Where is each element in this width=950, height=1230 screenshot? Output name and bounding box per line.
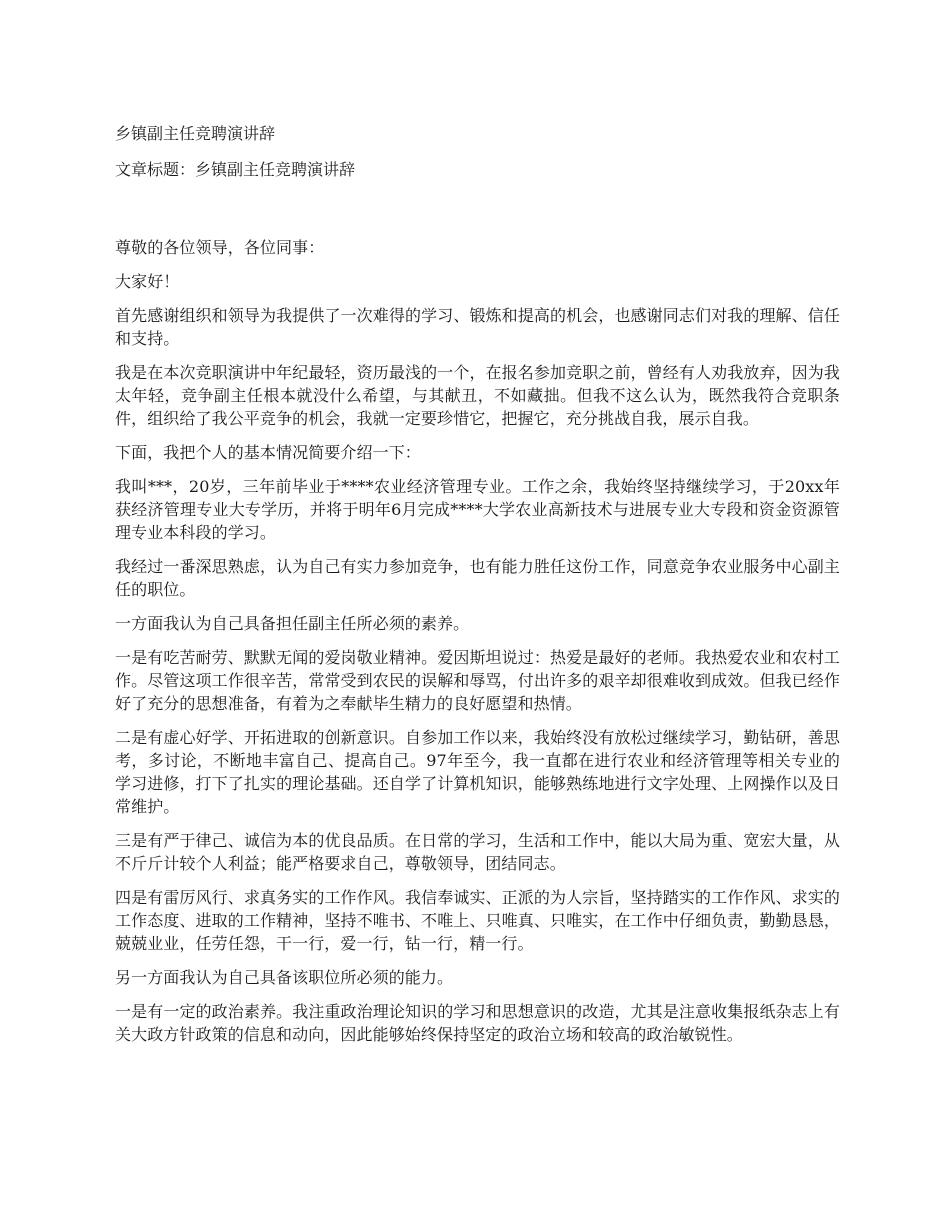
paragraph: 一方面我认为自己具备担任副主任所必须的素养。 [115,614,470,633]
paragraph: 二是有虚心好学、开拓进取的创新意识。自参加工作以来，我始终没有放松过继续学习，勤钻研，善思考，多讨论，不断地丰富自己、提高自己。97年至今，我一直都在进行农业和经济管理等相关专业的学习进修，打下了扎实的理论基础。还自学了计算机知识，能够熟练地进行文字处理、上网操作以及日常维护。 [115,728,840,816]
paragraph: 我是在本次竞职演讲中年纪最轻，资历最浅的一个，在报名参加竞职之前，曾经有人劝我放弃，因为我太年轻，竞争副主任根本就没什么希望，与其献丑，不如藏拙。但我不这么认为，既然我符合竞职条件，组织给了我公平竞争的机会，我就一定要珍惜它，把握它，充分挑战自我，展示自我。 [115,363,840,428]
paragraph: 首先感谢组织和领导为我提供了一次难得的学习、锻炼和提高的机会，也感谢同志们对我的理解、信任和支持。 [115,306,840,348]
paragraph: 一是有一定的政治素养。我注重政治理论知识的学习和思想意识的改造，尤其是注意收集报纸杂志上有关大政方针政策的信息和动向，因此能够始终保持坚定的政治立场和较高的政治敏锐性。 [115,1002,840,1044]
paragraph: 大家好！ [115,272,180,291]
document-title: 乡镇副主任竞聘演讲辞 [115,124,276,143]
document-body [115,122,840,1057]
paragraph: 三是有严于律己、诚信为本的优良品质。在日常的学习，生活和工作中，能以大局为重、宽宏大量，从不斤斤计较个人利益；能严格要求自己，尊敬领导，团结同志。 [115,831,840,873]
document-subtitle: 文章标题：乡镇副主任竞聘演讲辞 [115,160,356,179]
paragraph: 四是有雷厉风行、求真务实的工作作风。我信奉诚实、正派的为人宗旨，坚持踏实的工作作风、求实的工作态度、进取的工作精神，坚持不唯书、不唯上、只唯真、只唯实，在工作中仔细负责，勤勤恳恳，兢兢业业，任劳任怨，干一行，爱一行，钻一行，精一行。 [115,888,840,953]
paragraph: 另一方面我认为自己具备该职位所必须的能力。 [115,968,454,987]
paragraph: 我叫***，20岁，三年前毕业于****农业经济管理专业。工作之余，我始终坚持继续学习，于20xx年获经济管理专业大专学历，并将于明年6月完成****大学农业高新技术与进展专业大专段和资金资源管理专业本科段的学习。 [115,477,840,542]
paragraph: 一是有吃苦耐劳、默默无闻的爱岗敬业精神。爱因斯坦说过：热爱是最好的老师。我热爱农业和农村工作。尽管这项工作很辛苦，常常受到农民的误解和辱骂，付出许多的艰辛却很难收到成效。但我已经作好了充分的思想准备，有着为之奉献毕生精力的良好愿望和热情。 [115,648,840,713]
paragraph: 下面，我把个人的基本情况简要介绍一下： [115,443,421,462]
paragraph: 尊敬的各位领导，各位同事： [115,238,325,257]
paragraph: 我经过一番深思熟虑，认为自己有实力参加竞争，也有能力胜任这份工作，同意竞争农业服务中心副主任的职位。 [115,557,840,599]
